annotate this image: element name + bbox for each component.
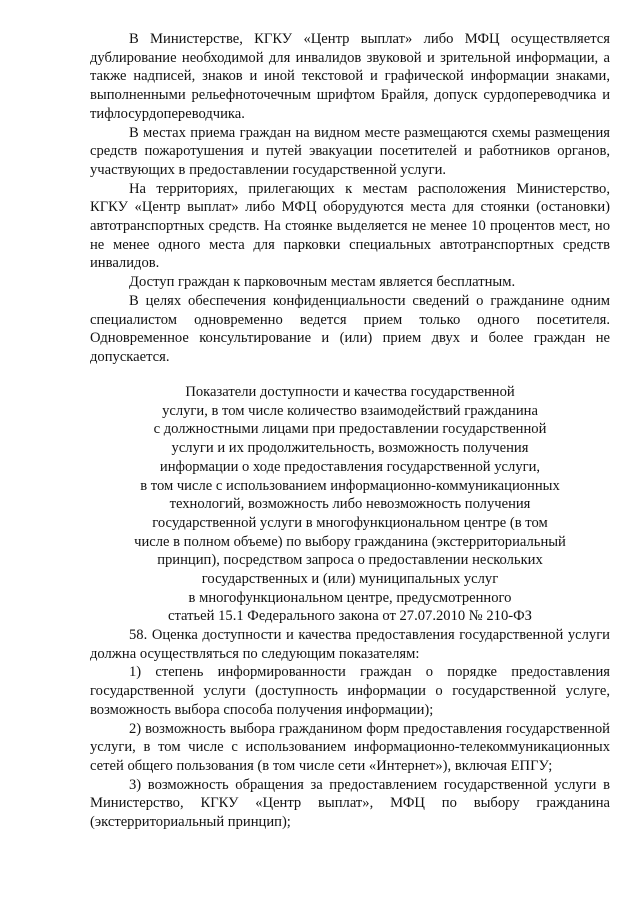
heading-line: с должностными лицами при предоставлении государственной [153,421,547,438]
paragraph-parking-free: Доступ граждан к парковочным местам является бесплатным. [129,274,516,291]
paragraph-evacuation-schemes: В местах приема граждан на видном месте размещаются схемы размещения средств пожаротушения и путей эвакуации посетителей и работников органов, участвующих в предоставлении государственной услуги. [90,124,610,178]
heading-line: услуги, в том числе количество взаимодействий гражданина [162,402,538,419]
paragraph-list-item-1: 1) степень информированности граждан о порядке предоставления государственной услуги (доступность информации о государственной услуге, возможность выбора способа получения информации); [90,664,610,718]
heading-line: принцип), посредством запроса о предоставлении нескольких [157,552,543,569]
paragraph-item-58: 58. Оценка доступности и качества предоставления государственной услуги должна осуществляться по следующим показателям: [90,627,610,662]
bottom-text-section [90,626,610,832]
heading-line: в многофункциональном центре, предусмотренного [188,589,512,606]
heading-line: в том числе с использованием информационно-коммуникационных [140,477,560,494]
paragraph-confidentiality: В целях обеспечения конфиденциальности сведений о гражданине одним специалистом одновременно ведется прием только одного посетителя. Одновременное консультирование и (или) прием двух и более граждан не допускается. [90,292,610,365]
paragraph-list-item-2: 2) возможность выбора гражданином форм предоставления государственной услуги, в том числе с использованием информационно-телекоммуникационных сетей общего пользования (в том числе сети «Интернет»), включая ЕПГУ; [90,720,610,774]
top-text-section [90,30,610,367]
paragraph-braille-info: В Министерстве, КГКУ «Центр выплат» либо МФЦ осуществляется дублирование необходимой для инвалидов звуковой и зрительной информации, а также надписей, знаков и иной текстовой и графической информации знаками, выполненными рельефноточечным шрифтом Брайля, допуск сурдопереводчика и тифлосурдопереводчика. [90,31,610,122]
heading-line: числе в полном объеме) по выбору гражданина (экстерриториальный [134,533,566,550]
heading-line: услуги и их продолжительность, возможность получения [171,440,529,457]
paragraph-list-item-3: 3) возможность обращения за предоставлением государственной услуги в Министерство, КГКУ «Центр выплат», МФЦ по выбору гражданина (экстерриториальный принцип); [90,776,610,831]
heading-line: технологий, возможность либо невозможность получения [169,496,531,513]
heading-line: Показатели доступности и качества государственной [185,384,515,400]
heading-line: информации о ходе предоставления государственной услуги, [159,458,541,475]
paragraph-parking-places: На территориях, прилегающих к местам расположения Министерство, КГКУ «Центр выплат» либо МФЦ оборудуются места для стоянки (остановки) автотранспортных средств. На стоянке выделяется не менее 10 процентов мест, но не менее одного места для парковки специальных автотранспортных средств инвалидов. [90,180,610,272]
heading-line: государственных и (или) муниципальных услуг [201,571,499,588]
heading-line: статьей 15.1 Федерального закона от 27.07.2010 № 210-ФЗ [168,608,532,625]
section-heading [90,383,610,626]
heading-line: государственной услуги в многофункциональном центре (в том [152,514,548,531]
